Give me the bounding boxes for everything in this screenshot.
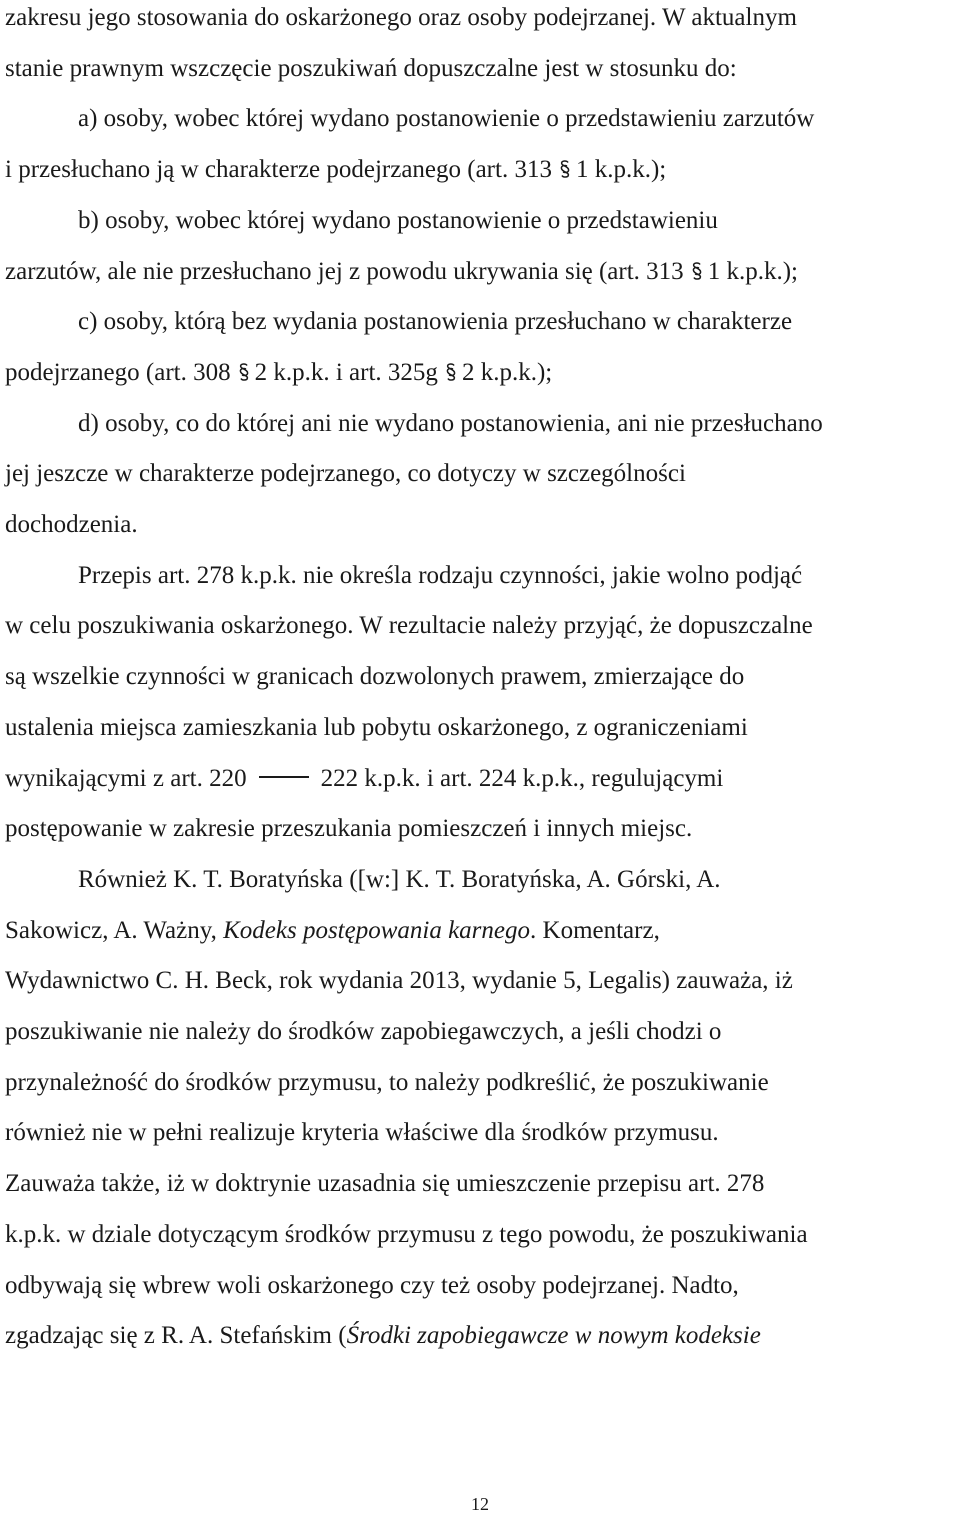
- text-line: 2 k.p.k.);: [461, 358, 553, 386]
- intro-paragraph: [5, 0, 955, 94]
- text-line: podejrzanego (art. 308: [5, 358, 231, 386]
- section-sign-icon: [558, 159, 572, 179]
- text-line: również nie w pełni realizuje kryteria właściwe dla środków przymusu.: [5, 1119, 719, 1147]
- text-line: 1 k.p.k.);: [707, 257, 798, 285]
- text-line: wynikającymi z art. 220: [5, 764, 247, 792]
- list-item-c: [5, 297, 955, 398]
- text-line: . Komentarz,: [530, 916, 660, 944]
- text-line: Również K. T. Boratyńska ([w:] K. T. Boratyńska, A. Górski, A.: [78, 865, 721, 893]
- book-title: Środki zapobiegawcze w nowym kodeksie: [346, 1322, 761, 1350]
- text-line: 1 k.p.k.);: [575, 156, 667, 184]
- list-item-a: [5, 94, 955, 195]
- text-line: b) osoby, wobec której wydano postanowienie o przedstawieniu: [78, 206, 718, 234]
- text-line: 2 k.p.k. i art. 325g: [254, 358, 438, 386]
- text-line: Sakowicz, A. Ważny,: [5, 916, 224, 944]
- text-line: c) osoby, którą bez wydania postanowienia przesłuchano w charakterze: [78, 308, 793, 336]
- text-line: odbywają się wbrew woli oskarżonego czy też osoby podejrzanej. Nadto,: [5, 1271, 739, 1299]
- text-line: Przepis art. 278 k.p.k. nie określa rodzaju czynności, jakie wolno podjąć: [78, 561, 803, 589]
- text-line: w celu poszukiwania oskarżonego. W rezultacie należy przyjąć, że dopuszczalne: [5, 612, 813, 640]
- text-line: zakresu jego stosowania do oskarżonego oraz osoby podejrzanej. W aktualnym: [5, 4, 797, 31]
- text-line: są wszelkie czynności w granicach dozwolonych prawem, zmierzające do: [5, 663, 745, 691]
- text-line: Wydawnictwo C. H. Beck, rok wydania 2013, wydanie 5, Legalis) zauważa, iż: [5, 967, 793, 995]
- paragraph-rowniez: [5, 855, 955, 1362]
- book-title: Kodeks postępowania karnego: [223, 916, 531, 944]
- page-number: 12: [471, 1494, 489, 1514]
- section-sign-icon: [690, 261, 704, 281]
- text-line: stanie prawnym wszczęcie poszukiwań dopuszczalne jest w stosunku do:: [5, 54, 737, 82]
- list-item-d: [5, 399, 955, 551]
- paragraph-przepis: [5, 551, 955, 855]
- text-line: k.p.k. w dziale dotyczącym środków przymusu z tego powodu, że poszukiwania: [5, 1220, 808, 1248]
- document-body: [5, 0, 955, 1362]
- text-line: dochodzenia.: [5, 511, 138, 539]
- en-dash: [259, 776, 309, 778]
- text-line: i przesłuchano ją w charakterze podejrzanego (art. 313: [5, 156, 552, 184]
- text-line: jej jeszcze w charakterze podejrzanego, co dotyczy w szczególności: [5, 460, 686, 488]
- text-line: zarzutów, ale nie przesłuchano jej z powodu ukrywania się (art. 313: [5, 257, 684, 285]
- list-item-b: [5, 196, 955, 297]
- text-line: poszukiwanie nie należy do środków zapobiegawczych, a jeśli chodzi o: [5, 1018, 722, 1046]
- text-line: zgadzając się z R. A. Stefańskim (: [5, 1322, 347, 1350]
- section-sign-icon: [444, 362, 458, 382]
- text-line: ustalenia miejsca zamieszkania lub pobytu oskarżonego, z ograniczeniami: [5, 713, 748, 741]
- text-line: przynależność do środków przymusu, to należy podkreślić, że poszukiwanie: [5, 1068, 769, 1096]
- text-line: postępowanie w zakresie przeszukania pomieszczeń i innych miejsc.: [5, 815, 693, 843]
- text-line: d) osoby, co do której ani nie wydano postanowienia, ani nie przesłuchano: [78, 409, 823, 437]
- text-line: 222 k.p.k. i art. 224 k.p.k., regulującymi: [320, 764, 724, 792]
- text-line: Zauważa także, iż w doktrynie uzasadnia się umieszczenie przepisu art. 278: [5, 1170, 765, 1198]
- text-line: a) osoby, wobec której wydano postanowienie o przedstawieniu zarzutów: [78, 105, 815, 133]
- section-sign-icon: [237, 362, 251, 382]
